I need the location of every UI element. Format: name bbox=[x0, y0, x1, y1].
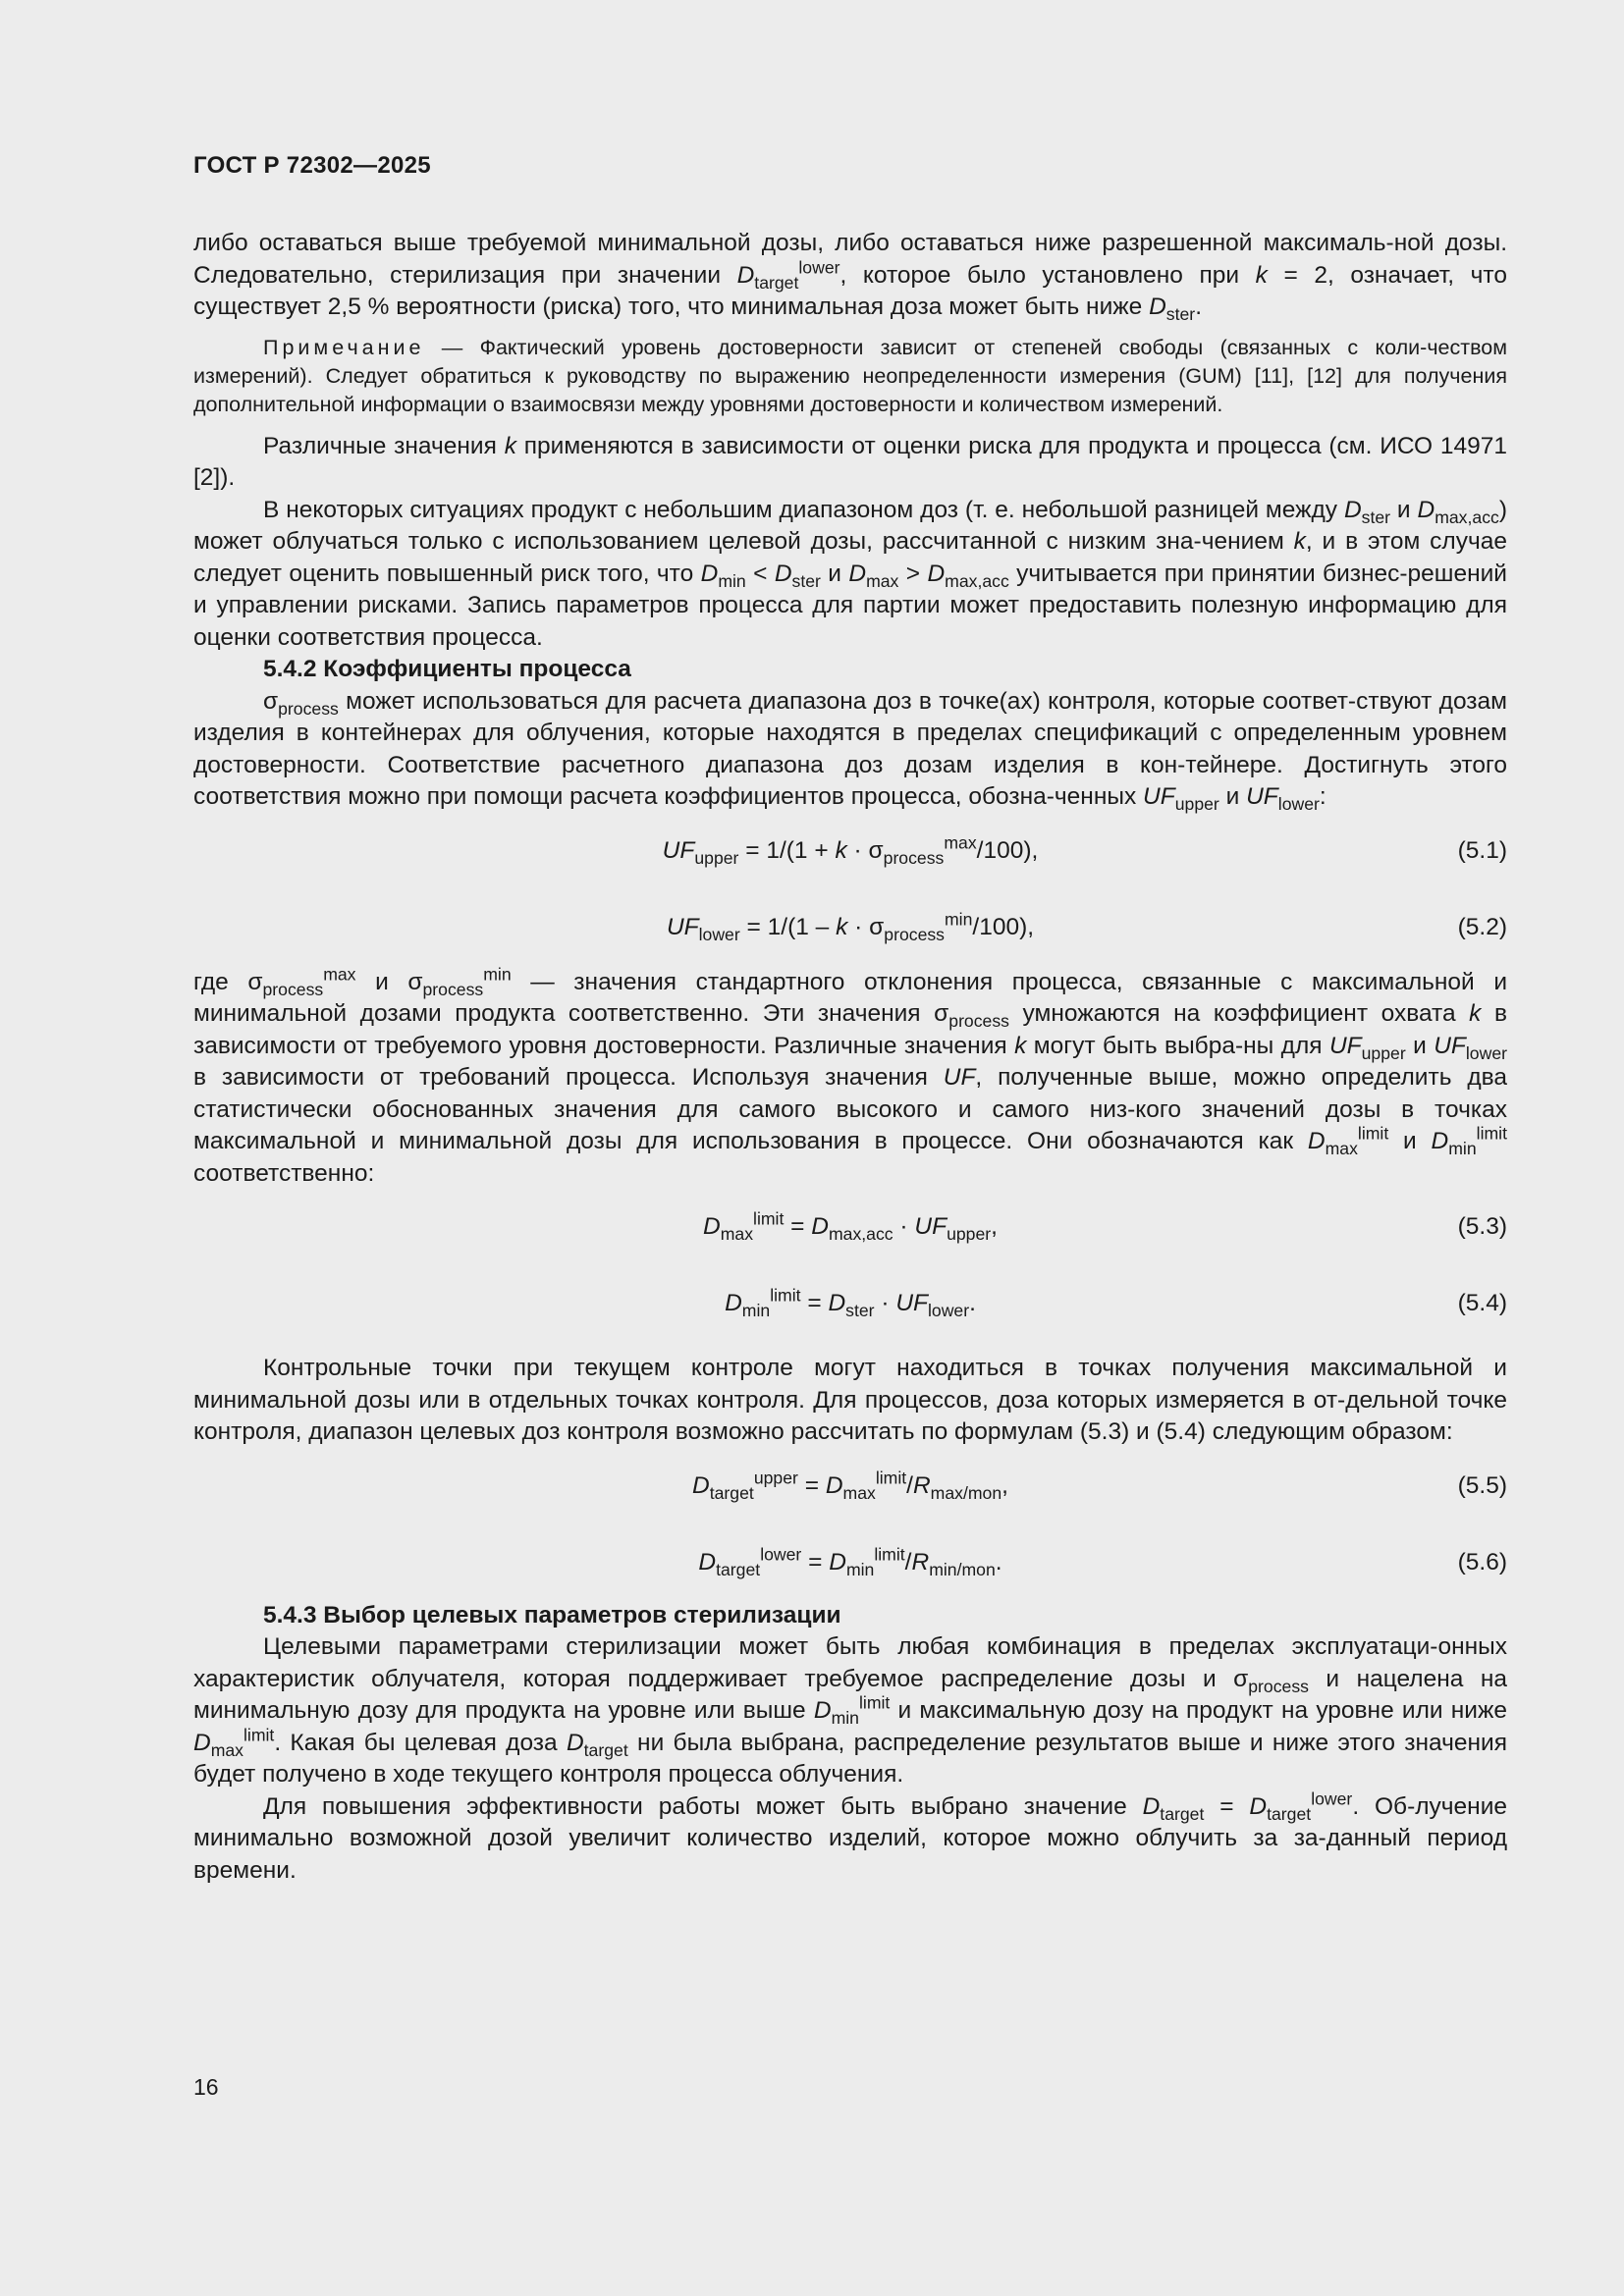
paragraph-6: Контрольные точки при текущем контроле могут находиться в точках получения максимальной и минимальной дозы или в отдельных точках контроля. Для процессов, доза которых измеряется в от-дельной точке контроля, диапазон целевых доз контроля возможно рассчитать по формулам (5.3) и (5.4) следующим образом: bbox=[193, 1355, 1507, 1445]
formula-5-2: $UF_{lower} = 1/(1 - k \cdot \sigma_{process}^{min}/100)$, (5.2) bbox=[666, 908, 1507, 944]
page-number: 16 bbox=[193, 2074, 219, 2100]
formula-number: (5.2) bbox=[1457, 913, 1507, 940]
paragraph-7: Целевыми параметрами стерилизации может быть любая комбинация в пределах эксплуатаци-онных характеристик облучателя, которая поддерживает требуемое распределение дозы и $\sigma_{process}$ и нацелена на минимальную дозу для продукта на уровне или выше $D_{min}^{limit}$ и максимальную дозу на продукт на уровне или ниже $D_{max}^{limit}$. Какая бы целевая доза $D_{target}$ ни была выбрана, распределение результатов выше и ниже этого значения будет получено в ходе текущего контроля процесса облучения. bbox=[193, 1633, 1507, 1788]
formula-number: (5.6) bbox=[1457, 1548, 1507, 1575]
formula-5-3: $D_{max}^{limit} = D_{max,acc} \cdot UF_{upper}$, (5.3) bbox=[703, 1208, 1507, 1245]
formula-5-6: $D_{target}^{lower} = D_{min}^{limit}/R_{min/mon}$. (5.6) bbox=[698, 1543, 1507, 1579]
formula-number: (5.3) bbox=[1457, 1213, 1507, 1240]
paragraph-2: Различные значения k применяются в зависимости от оценки риска для продукта и процесса (см. ИСО 14971 [2]). bbox=[193, 432, 1508, 491]
paragraph-3: В некоторых ситуациях продукт с небольшим диапазоном доз (т. е. небольшой разницей между $D_{ster}$ и $D_{max,acc}$) может облучаться только с использованием целевой дозы, рассчитанной с низким зна-чением k, и в этом случае следует оценить повышенный риск того, что $D_{min} < D_{ster}$ и $D_{max} > D_{max,acc}$ учитывается при принятии бизнес-решений и управлении рисками. Запись параметров процесса для партии может предоставить полезную информацию для оценки соответствия процесса. bbox=[193, 496, 1507, 651]
page-content bbox=[193, 228, 1507, 1887]
paragraph-4: $\sigma_{process}$ может использоваться для расчета диапазона доз в точке(ах) контроля, которые соответ-ствуют дозам изделия в контейнерах для облучения, которые находятся в пределах спецификаций с определенным уровнем достоверности. Соответствие расчетного диапазона доз дозам изделия в кон-тейнере. Достигнуть этого соответствия можно при помощи расчета коэффициентов процесса, обозна-ченных $UF_{upper}$ и $UF_{lower}$: bbox=[193, 687, 1507, 815]
formula-5-1: $UF_{upper} = 1/(1 + k \cdot \sigma_{process}^{max}/100)$, (5.1) bbox=[662, 831, 1507, 868]
formula-5-4: $D_{min}^{limit} = D_{ster} \cdot UF_{lower}$. (5.4) bbox=[725, 1285, 1507, 1321]
document-header: ГОСТ Р 72302—2025 bbox=[193, 152, 431, 179]
formula-5-5: $D_{target}^{upper} = D_{max}^{limit}/R_{max/mon}$, (5.5) bbox=[692, 1467, 1507, 1503]
formula-number: (5.4) bbox=[1457, 1290, 1507, 1316]
formula-number: (5.1) bbox=[1457, 836, 1507, 864]
paragraph-1: либо оставаться выше требуемой минимальной дозы, либо оставаться ниже разрешенной максималь-ной дозы. Следовательно, стерилизация при значении $D_{target}^{lower}$, которое было установлено при k = 2, означает, что существует 2,5 % вероятности (риска) того, что минимальная доза может быть ниже $D_{ster}$. bbox=[193, 230, 1507, 325]
section-heading-5-4-3: 5.4.3 Выбор целевых параметров стерилизации bbox=[263, 1601, 841, 1629]
paragraph-8: Для повышения эффективности работы может быть выбрано значение $D_{target} = D_{target}^{lower}$. Об-лучение минимально возможной дозой увеличит количество изделий, которое можно облучить за за-данный период времени. bbox=[193, 1788, 1508, 1884]
note: Примечание — Фактический уровень достоверности зависит от степеней свободы (связанных с коли-чеством измерений). Следует обратиться к руководству по выражению неопределенности измерения (GUM) [11], [12] для получения дополнительной информации о взаимосвязи между уровнями достоверности и количеством измерений. bbox=[193, 335, 1507, 416]
note-label: Примечание bbox=[263, 335, 425, 359]
section-heading-5-4-2: 5.4.2 Коэффициенты процесса bbox=[263, 656, 631, 682]
paragraph-5: где $\sigma_{process}^{max}$ и $\sigma_{process}^{min}$ — значения стандартного отклонения процесса, связанные с максимальной и минимальной дозами продукта соответственно. Эти значения $\sigma_{process}$ умножаются на коэффициент охвата k в зависимости от требуемого уровня достоверности. Различные значения k могут быть выбра-ны для $UF_{upper}$ и $UF_{lower}$ в зависимости от требований процесса. Используя значения UF, полученные выше, можно определить два статистически обоснованных значения для самого высокого и самого низ-кого значений дозы в точках максимальной и минимальной дозы для использования в процессе. Они обозначаются как $D_{max}^{limit}$ и $D_{min}^{limit}$ соответственно: bbox=[193, 963, 1508, 1187]
formula-number: (5.5) bbox=[1457, 1471, 1507, 1499]
